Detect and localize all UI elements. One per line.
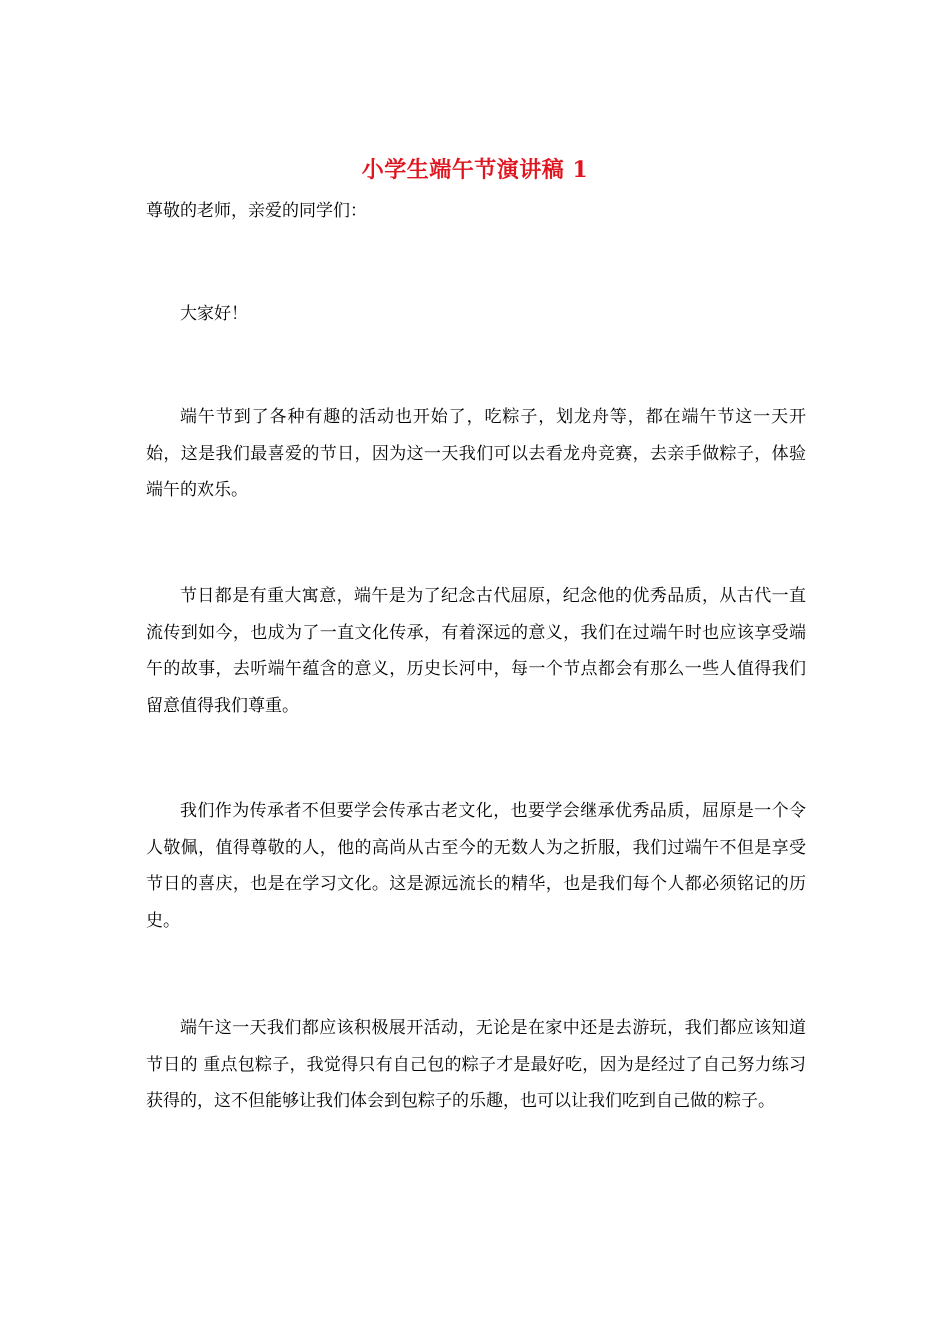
paragraph-festival-meaning: 节日都是有重大寓意，端午是为了纪念古代屈原，纪念他的优秀品质，从古代一直流传到如今，也成为了一直文化传承，有着深远的意义，我们在过端午时也应该享受端午的故事，去听端午蕴含的意义，历史长河中，每一个节点都会有那么一些人值得我们留意值得我们尊重。 — [146, 586, 806, 716]
paragraph-making-zongzi: 端午这一天我们都应该积极展开活动，无论是在家中还是去游玩，我们都应该知道节日的 重点包粽子，我觉得只有自己包的粽子才是最好吃，因为是经过了自己努力练习获得的，这不但能够让我们体会到包粽子的乐趣，也可以让我们吃到自己做的粽子。 — [146, 1018, 806, 1111]
paragraph-greeting: 大家好！ — [180, 304, 248, 324]
document-title: 小学生端午节演讲稿 1 — [361, 157, 589, 183]
paragraph-cultural-heritage: 我们作为传承者不但要学会传承古老文化，也要学会继承优秀品质，屈原是一个令人敬佩，值得尊敬的人，他的高尚从古至今的无数人为之折服，我们过端午不但是享受节日的喜庆，也是在学习文化。这是源远流长的精华，也是我们每个人都必须铭记的历史。 — [146, 801, 806, 931]
salutation: 尊敬的老师，亲爱的同学们： — [146, 201, 367, 221]
paragraph-festival-activities: 端午节到了各种有趣的活动也开始了，吃粽子，划龙舟等，都在端午节这一天开始，这是我们最喜爱的节日，因为这一天我们可以去看龙舟竞赛，去亲手做粽子，体验端午的欢乐。 — [146, 407, 806, 500]
